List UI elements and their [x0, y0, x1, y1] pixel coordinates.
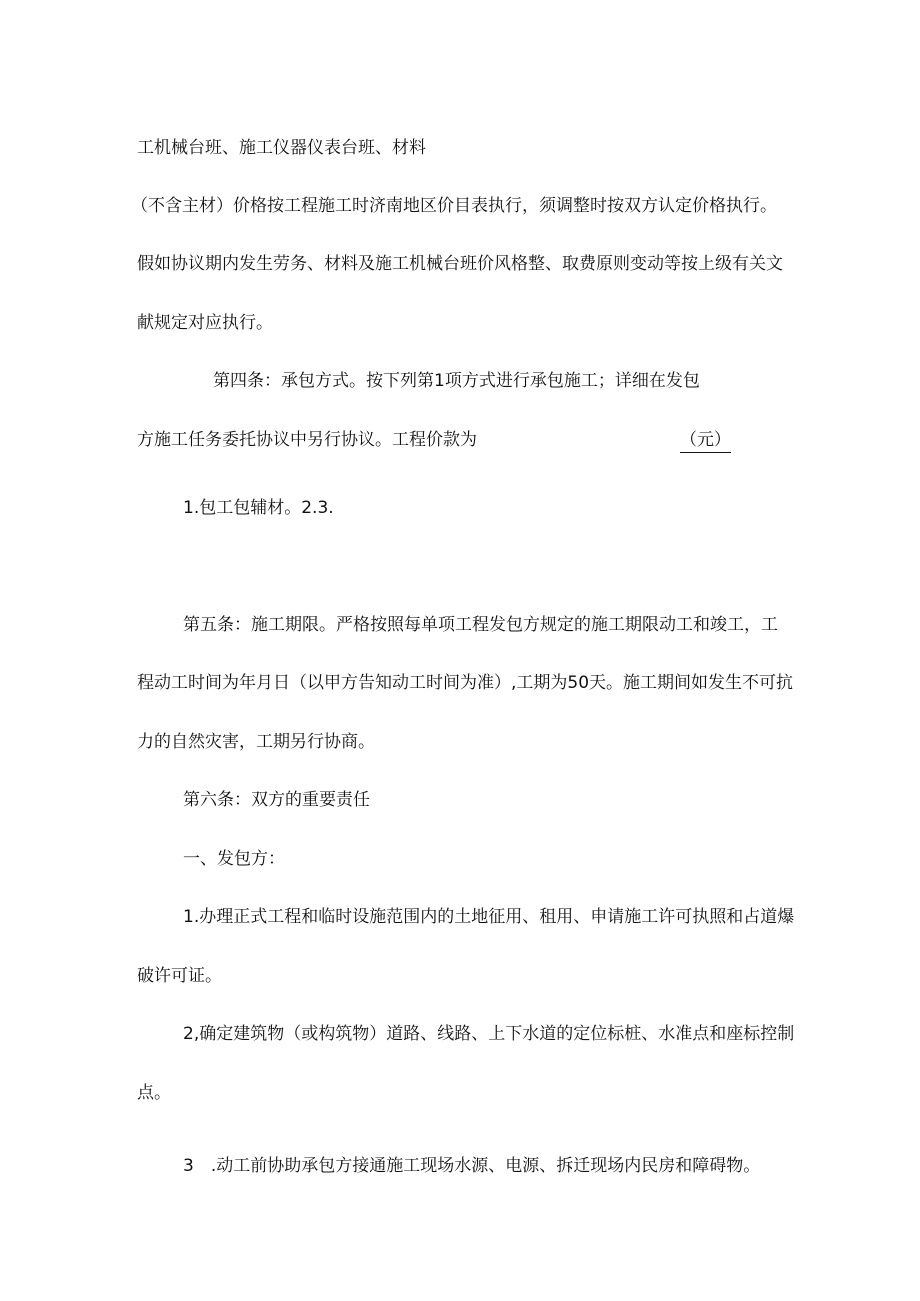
text-line-4: 献规定对应执行。: [137, 313, 273, 333]
text-line-11: 力的自然灾害，工期另行协商。: [137, 732, 375, 752]
text-line-17: 点。: [137, 1083, 171, 1103]
article-4-heading: 第四条：承包方式。按下列第1项方式进行承包施工；详细在发包: [213, 371, 700, 391]
text-line-1: 工机械台班、施工仪器仪表台班、材料: [137, 138, 426, 158]
price-blank-unit: （元）: [680, 429, 731, 453]
text-line-3: 假如协议期内发生劳务、材料及施工机械台班价风格整、取费原则变动等按上级有关文: [137, 254, 783, 274]
list-item-3: 3 .动工前协助承包方接通施工现场水源、电源、拆迁现场内民房和障碍物。: [183, 1156, 761, 1176]
text-line-6: 方施工任务委托协议中另行协议。工程价款为: [137, 430, 477, 450]
section-employer-heading: 一、发包方：: [183, 849, 285, 869]
text-line-15: 破许可证。: [137, 966, 222, 986]
list-item-2: 2,确定建筑物（或构筑物）道路、线路、上下水道的定位标桩、水准点和座标控制: [183, 1024, 795, 1044]
text-line-10: 程动工时间为年月日（以甲方告知动工时间为准）,工期为50天。施工期间如发生不可抗: [137, 673, 794, 693]
list-item-contract-mode: 1.包工包辅材。2.3.: [183, 498, 334, 518]
article-5-heading: 第五条：施工期限。严格按照每单项工程发包方规定的施工期限动工和竣工，工: [183, 615, 778, 635]
article-6-heading: 第六条：双方的重要责任: [183, 790, 370, 810]
text-line-2: （不含主材）价格按工程施工时济南地区价目表执行，须调整时按双方认定价格执行。: [131, 196, 777, 216]
list-item-1: 1.办理正式工程和临时设施范围内的土地征用、租用、申请施工许可执照和占道爆: [183, 907, 795, 927]
